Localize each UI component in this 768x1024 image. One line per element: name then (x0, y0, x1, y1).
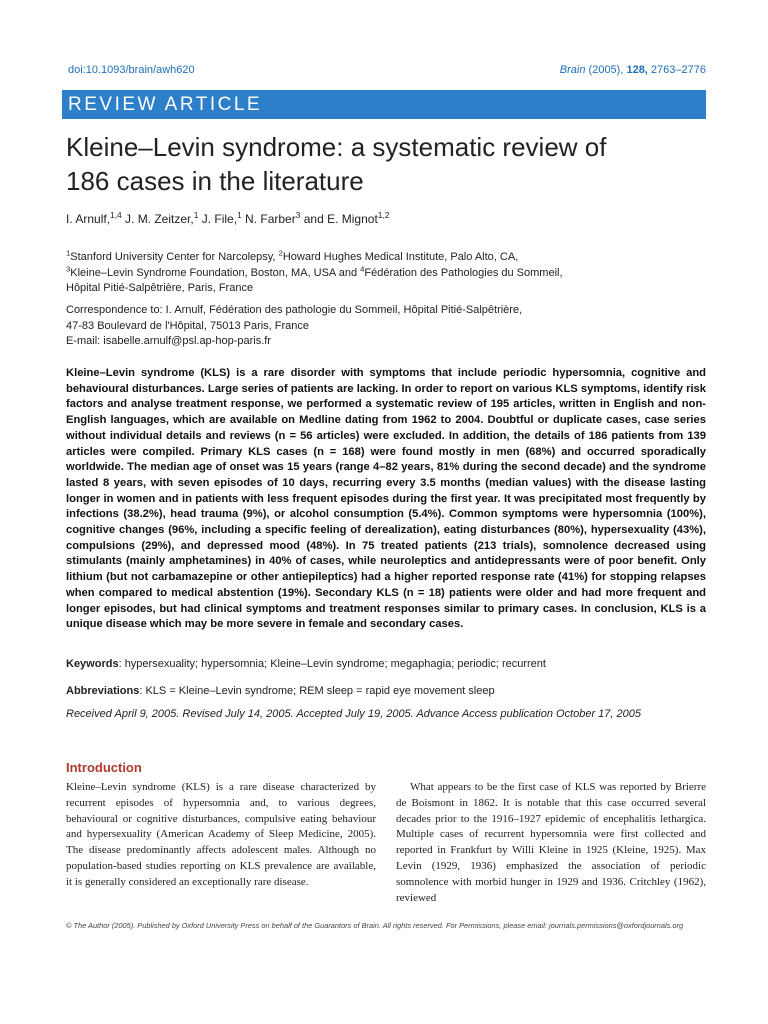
affiliations (66, 250, 706, 297)
journal-citation (560, 64, 706, 76)
abbreviations-label: Abbreviations (66, 685, 140, 697)
affiliation-text: Stanford University Center for Narcolepsy, (70, 251, 279, 263)
abstract: Kleine–Levin syndrome (KLS) is a rare disorder with symptoms that include periodic hypersomnia, cognitive and behavioural disturbances. Large series of patients are lacking. In order to report on various KLS symptoms, identify risk factors and analyse treatment response, we performed a systematic review of 195 articles, written in English and non-English languages, which are available on Medline dating from 1962 to 2004. Doubtful or duplicate cases, case series without individual details and reviews (n = 56 articles) were excluded. In addition, the details of 186 patients from 139 articles were compiled. Primary KLS cases (n = 168) were found mostly in men (68%) and occurred sporadically worldwide. The median age of onset was 15 years (range 4–82 years, 81% during the second decade) and the syndrome lasted 8 years, with seven episodes of 10 days, recurring every 3.5 months (median values) with the disease lasting longer in women and in patients with less frequent episodes during the first year. It was precipitated most frequently by infections (38.2%), head trauma (9%), or alcohol consumption (5.4%). Common symptoms were hypersomnia (100%), cognitive changes (96%, including a specific feeling of derealization), eating disturbances (80%), hypersexuality (43%), compulsions (29%), and depressed mood (48%). In 75 treated patients (213 trials), somnolence decreased using stimulants (mainly amphetamines) in 40% of cases, while neuroleptics and antidepressants were of poor benefit. Only lithium (but not carbamazepine or other antiepileptics) had a higher reported response rate (41%) for stopping relapses when compared to medical abstention (19%). Secondary KLS (n = 18) patients were older and had more frequent and longer episodes, but had clinical symptoms and treatment responses similar to primary cases. In conclusion, KLS is a unique disease which may be more severe in female and secondary cases. (66, 367, 706, 631)
section-heading-introduction: Introduction (66, 760, 142, 775)
affiliation-text: Howard Hughes Medical Institute, Palo Alto, CA, (282, 251, 519, 263)
affiliation-line-2 (66, 263, 706, 282)
correspondence-line-1: Correspondence to: I. Arnulf, Fédération des pathologie du Sommeil, Hôpital Pitié-Salpêtrière, (66, 304, 523, 316)
affiliation-mark: 2 (278, 248, 283, 258)
affiliation-mark: 4 (360, 263, 365, 273)
abbreviations (66, 685, 706, 697)
doi-link[interactable]: doi:10.1093/brain/awh620 (68, 64, 195, 76)
title-line-1: Kleine–Levin syndrome: a systematic review of (66, 132, 607, 162)
journal-volume: 128, (626, 64, 648, 76)
publication-dates: Received April 9, 2005. Revised July 14, 2005. Accepted July 19, 2005. Advance Access publication October 17, 2005 (66, 708, 641, 720)
keywords-text: : hypersexuality; hypersomnia; Kleine–Levin syndrome; megaphagia; periodic; recurrent (118, 658, 546, 670)
abbreviations-text: : KLS = Kleine–Levin syndrome; REM sleep = rapid eye movement sleep (139, 685, 495, 697)
journal-pages: 2763–2776 (647, 64, 706, 76)
correspondence (66, 303, 706, 350)
author-name[interactable]: J. M. Zeitzer, (121, 212, 194, 226)
intro-left-column: Kleine–Levin syndrome (KLS) is a rare disease characterized by recurrent episodes of hypersomnia and, to various degrees, behavioural or cognitive disturbances, compulsive eating behaviour and hypersexuality (American Academy of Sleep Medicine, 2005). The disease predominantly affects adolescent males. Although no population-based studies reporting on KLS prevalence are available, it is generally considered an exceptionally rare disease. (66, 781, 376, 888)
affiliation-text: Kleine–Levin Syndrome Foundation, Boston, MA, USA and (70, 266, 361, 279)
author-affiliation-mark: 3 (295, 210, 301, 220)
intro-right-column: What appears to be the first case of KLS was reported by Brierre de Boismont in 1862. It is notable that this case occurred several decades prior to the 1916–1927 epidemic of encephalitis lethargica. Multiple cases of recurrent hypersomnia were first collected and reported in Frankfurt by Willi Kleine in 1925 (Kleine, 1925). Max Levin (1929, 1936) emphasized the association of periodic somnolence with morbid hunger in 1929 and 1936. Critchley (1962), reviewed (396, 781, 706, 904)
correspondence-email[interactable]: E-mail: isabelle.arnulf@psl.ap-hop-paris.fr (66, 335, 271, 347)
affiliation-mark: 3 (66, 263, 71, 273)
correspondence-line-2: 47-83 Boulevard de l'Hôpital, 75013 Paris, France (66, 319, 310, 332)
title-line-2: 186 cases in the literature (66, 166, 364, 196)
author-affiliation-mark: 1 (237, 210, 242, 220)
journal-year: (2005), (585, 64, 627, 76)
author-name[interactable]: and E. Mignot (300, 212, 378, 226)
copyright-footer: © The Author (2005). Published by Oxford University Press on behalf of the Guarantors of Brain. All rights reserved. For Permissions, please email: journals.permissions@oxfordjournals.org (66, 921, 684, 930)
author-name[interactable]: I. Arnulf, (66, 212, 111, 226)
affiliation-mark: 1 (66, 248, 71, 258)
keywords-label: Keywords (66, 658, 119, 670)
author-list (66, 212, 706, 226)
affiliation-text: Fédération des Pathologies du Sommeil, (364, 266, 563, 279)
author-name[interactable]: J. File, (198, 212, 238, 226)
author-affiliation-mark: 1,2 (377, 210, 390, 220)
article-type-banner: REVIEW ARTICLE (62, 90, 706, 119)
author-affiliation-mark: 1,4 (110, 210, 122, 220)
author-affiliation-mark: 1 (193, 210, 199, 220)
keywords (66, 658, 706, 670)
journal-name: Brain (559, 64, 586, 76)
affiliation-line-1 (66, 250, 706, 266)
affiliation-line-3: Hôpital Pitié-Salpêtrière, Paris, France (66, 282, 254, 294)
article-title (66, 130, 706, 198)
author-name[interactable]: N. Farber (241, 212, 296, 226)
